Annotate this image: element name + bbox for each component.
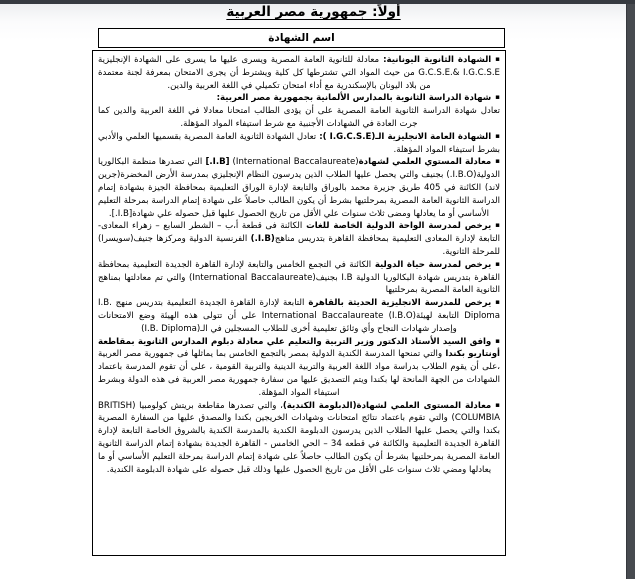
item-lead-text: يرخص للمدرسة الانجليزية الحديثة بالقاهرة [304, 298, 492, 309]
certificate-item [98, 156, 500, 220]
certificate-item [98, 131, 500, 157]
viewer-right-edge [626, 0, 635, 579]
certificate-name-header-label: اسم الشهادة [268, 32, 335, 44]
item-lead-text: [I.B.] [202, 157, 230, 168]
item-lead-text: الشهادة العامة الانجليزية الـ(I.G.C.S.E ): [316, 131, 492, 142]
item-body-text: معادلة للثانوية العامة المصرية ويسرى عليها ما يسرى على الشهادة الإنجليزية G.C.S.E.& I.G.C.S.E من حيث المواد التي تشترطها كل كلية ويشترط أن يجرى الامتحان بمعرفة لجنة معتمدة من بلاد اليونان بالإسكندرية مع أداء امتحان تكميلي في اللغة العربية والدين. [98, 55, 500, 91]
bullet-square-icon: ▪ [495, 93, 500, 102]
viewer-top-edge [0, 0, 635, 4]
certificate-item-continuation [98, 105, 500, 131]
certificate-item [98, 54, 500, 92]
item-lead-text: الشهادة الثانوية اليونانية: [379, 55, 492, 65]
certificate-item [98, 259, 500, 297]
item-body-text: الكائنة في التجمع الخامس والتابعة لإدارة القاهرة الجديدة التعليمية بمحافظة القاهرة بتدريس شهادة البكالوريا الدولية I.B بجنيف(International Baccalaureate) والتي تم معادلتها بمناهج الثانوية العامة المصرية بمرحلتيها [98, 259, 500, 296]
item-lead-text: وافق السيد الأستاذ الدكتور وزير التربية والتعليم علي معادلة دبلوم المدارس الثانوية بمقاطعة أونتاريو بكندا [98, 336, 500, 360]
bullet-square-icon: ▪ [495, 259, 500, 268]
item-body-text: التي تصدرها منظمة البكالوريا الدولية(I.B.O.) بجنيف والتي يحصل عليها الطلاب الذين يدرسون النظام الإنجليزي بمدرسة الأرض المخضرة(جرين لاند) الكائنة في 405 طريق جزيرة محمد بالوراق والتابعة لإدارة الوراق التعليمية بمحافظة الجيزة بشهادة إتمام الدراسة الثانوية العامة المصرية بمرحلتيها بشرط أن يكون الطالب حاصلاً على شهادة إتمام الدراسة بمرحلة التعليم الأساسي أو ما يعادلها ومضى ثلاث سنوات علي الأقل من تاريخ الحصول عليها قبل حصوله علي شهادة[I.B.]. [98, 157, 500, 219]
item-body-text: الكائنة فى قطعة أ،ب – الشطر السابع – زهراء المعادى- التابعة لإدارة المعادى التعليمية بمحافظة القاهرة بتدريس مناهج [98, 221, 500, 245]
certificate-item [98, 336, 500, 400]
bullet-square-icon: ▪ [495, 131, 500, 140]
item-lead-text: يرخص لمدرسة حياة الدولية [371, 259, 492, 270]
item-lead-text: معادلة المستوى العلمي لشهادة(الدبلومة الكندية) [282, 400, 492, 411]
certificate-list-box [92, 50, 506, 556]
item-lead-text: (I.B.) [250, 234, 275, 245]
item-body-text: ، والتي تصدرها مقاطعة بريتش كولومبيا (BRITISH COLUMBIA) والتي تقوم باعتماد نتائج امتحانات وشهادات الخريجين بكندا والمصدق عليها من السفارة المصرية بكندا والتي يحصل عليها الطلاب الذين يدرسون الدبلومة الكندية بالمدرسة الكندية بالشروق الخاصة التابعة لإدارة القاهرة الجديدة التعليمية والكائنة في قطعه 34 – الحي الخامس - القاهرة الجديدة بشهادة إتمام الدراسة الثانوية العامة المصرية بمرحلتيها بشرط أن يكون الطالب حاصلاً على شهادة إتمام الدراسة بمرحلة التعليم الأساسي أو ما يعادلها ومضي ثلاث سنوات على الأقل من تاريخ الحصول عليها وذلك قبل حصوله على شهادة الدبلومة الكندية. [98, 400, 500, 475]
certificate-item [98, 92, 500, 105]
item-lead-text: يرخص لمدرسة الواحة الدولية الخاصة للغات [302, 221, 492, 232]
certificate-item [98, 400, 500, 477]
item-lead-text: معادلة المستوي العلمي لشهادة [358, 157, 492, 168]
page-title: أولاً: جمهورية مصر العربية [226, 4, 401, 20]
bullet-square-icon: ▪ [495, 336, 500, 345]
bullet-square-icon: ▪ [495, 55, 500, 63]
item-lead-text: شهادة الدراسة الثانوية بالمدارس الألمانية بجمهورية مصر العربية: [216, 93, 492, 104]
item-body-text: الفرنسية الدولية ومركزها جنيف(سويسرا) للمرحلة الثانوية. [98, 234, 500, 257]
bullet-square-icon: ▪ [495, 157, 500, 166]
item-body-text: (International Baccalaureate) [229, 157, 359, 168]
item-body-text: تعادل شهادة الدراسة الثانوية العامة المصرية على أن يؤدى الطالب امتحانا معادلا في اللغة العربية والدين كما جرت العادة في الشهادات الأجنبية مع شرط استيفاء المواد المؤهلة. [98, 106, 500, 129]
item-body-text: التابعة لإدارة القاهرة الجديدة التعليمية بتدريس منهج I.B. Diploma التابعة لهيئة(I.B.O) International Baccalaureate على أن تتولى هذه الهيئة وضع الامتحانات وإصدار شهادات النجاح وأي وثائق تعليمية أخرى للطلاب المسجلين في الـ(I.B. Diploma) [98, 298, 500, 334]
bullet-square-icon: ▪ [495, 221, 500, 230]
bullet-square-icon: ▪ [495, 298, 500, 307]
certificate-item [98, 220, 500, 258]
certificate-item [98, 297, 500, 335]
item-body-text: والتي تمنحها المدرسة الكندية الدولية بمصر بالتجمع الخامس بما يماثلها فى جمهورية مصر العربية ،على أن يقوم الطلاب بدراسة مواد اللغة العربية والتربية الدينية والتربية القومية ، على أن تقوم المدرسة باعتماد الشهادات من الجهة المانحة لها بكندا ويتم التصديق عليها من سفارة جمهورية مصر العربية فى هذه الدولة وبشرط استيفاء المواد المؤهلة. [98, 349, 500, 398]
certificate-name-header-box [98, 28, 505, 48]
bullet-square-icon: ▪ [495, 400, 500, 409]
item-body-text: تعادل الشهادة الثانوية العامة المصرية بقسميها العلمي والأدبي بشرط استيفاء المواد المؤهلة. [98, 131, 500, 155]
